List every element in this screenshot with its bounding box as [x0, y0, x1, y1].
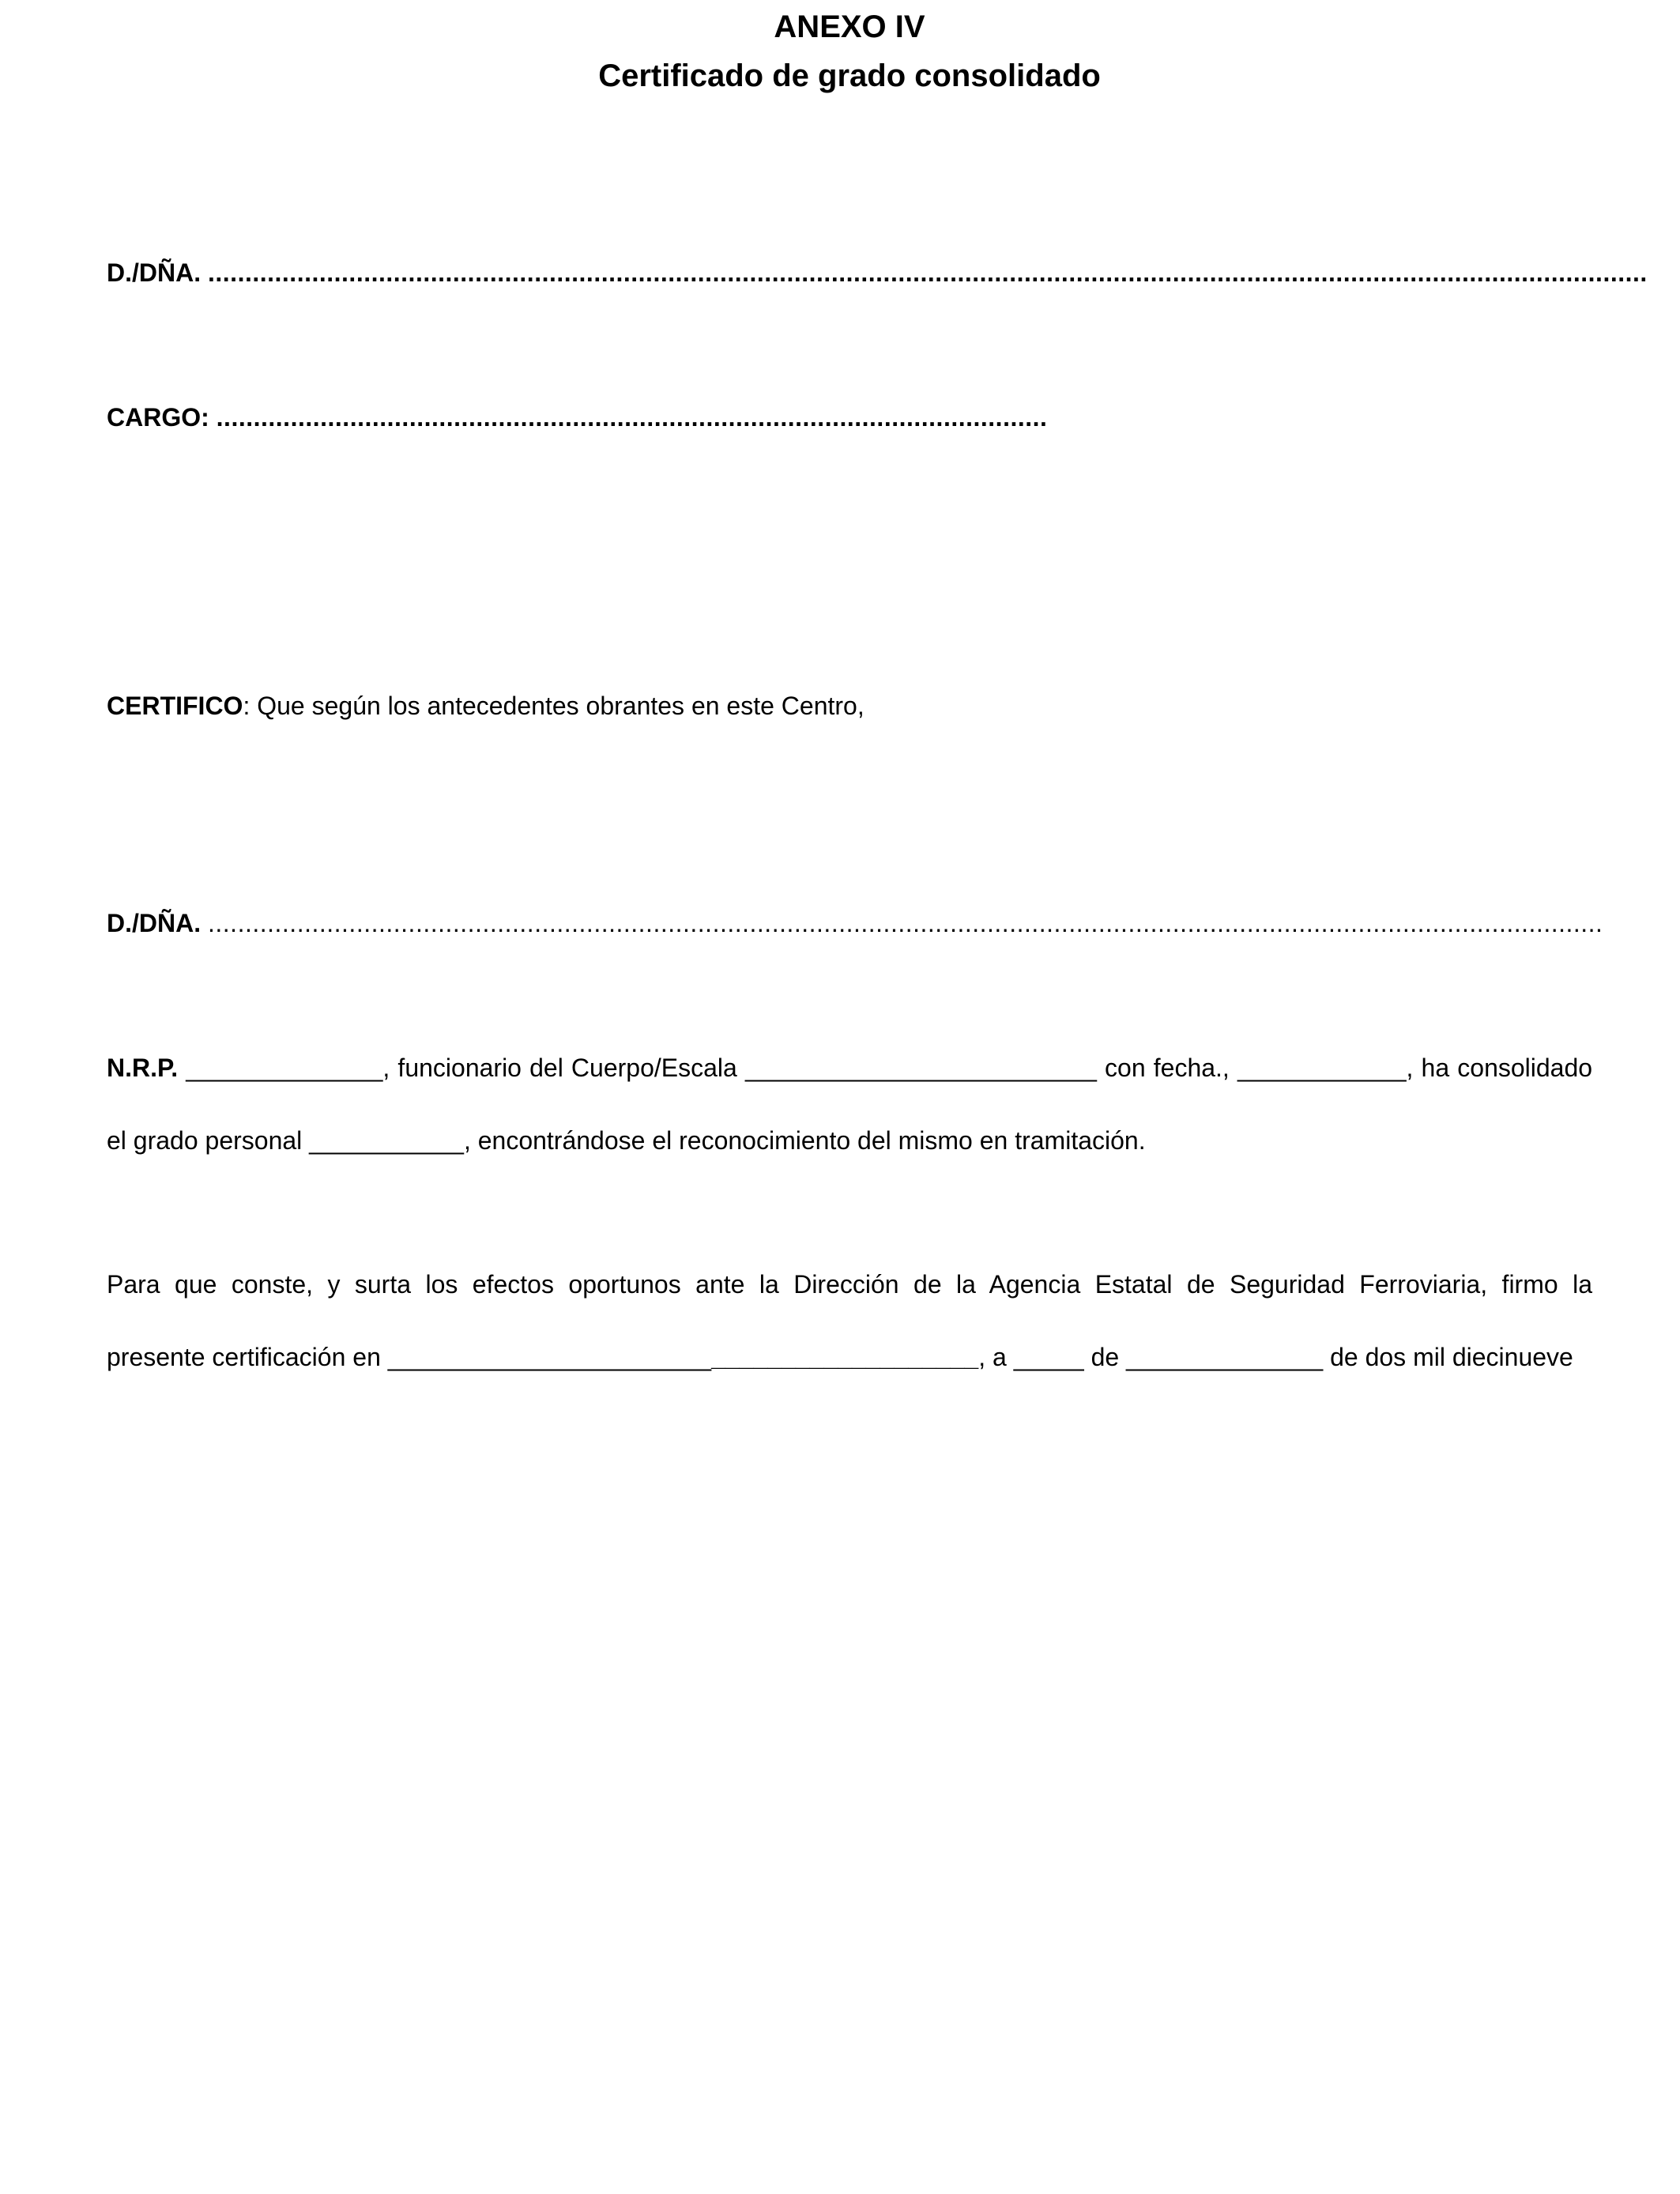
certifico-label: CERTIFICO — [107, 692, 243, 720]
certifier-name-line — [107, 258, 1648, 288]
a-text: , a — [978, 1343, 1007, 1371]
certifico-text: : Que según los antecedentes obrantes en este Centro, — [243, 692, 864, 720]
nrp-blank: ______________ — [186, 1054, 383, 1082]
closing-line-1: Para que conste, y surta los efectos oportunos ante la Dirección de la Agencia Estatal de Seguridad Ferroviaria, firmo la — [107, 1270, 1592, 1299]
consolidado-text: , ha consolidado — [1406, 1054, 1593, 1082]
cuerpo-blank: _________________________ — [744, 1054, 1097, 1082]
document-title: Certificado de grado consolidado — [598, 58, 1101, 93]
certifier-position-field: ................................................................................................................ — [216, 403, 1048, 432]
closing-prefix: presente certificación en — [107, 1343, 381, 1371]
nrp-label: N.R.P. — [107, 1054, 179, 1082]
con-fecha-text: con fecha., — [1105, 1054, 1230, 1082]
year-text: de dos mil diecinueve — [1330, 1343, 1573, 1371]
funcionario-text: , funcionario del Cuerpo/Escala — [382, 1054, 737, 1082]
certifier-name-field: .................................................................................................................................................................................................. — [208, 258, 1648, 287]
tramitacion-text: , encontrándose el reconocimiento del mismo en tramitación. — [463, 1126, 1146, 1155]
annex-number: ANEXO IV — [774, 9, 925, 44]
subject-name-label: D./DÑA. — [107, 909, 202, 937]
place-blank-bold: ___________________ — [711, 1343, 979, 1371]
month-blank: ______________ — [1126, 1343, 1324, 1371]
certifico-line — [107, 692, 864, 721]
grado-blank: ___________ — [309, 1126, 464, 1155]
certifier-name-label: D./DÑA. — [107, 258, 202, 287]
day-blank: _____ — [1013, 1343, 1084, 1371]
certifier-position-label: CARGO: — [107, 403, 209, 432]
subject-name-field: ............................................................................................................................................................................................ — [208, 909, 1603, 937]
subject-name-line — [107, 909, 1603, 938]
nrp-line — [107, 1054, 1592, 1083]
grado-text: el grado personal — [107, 1126, 303, 1155]
closing-line-2 — [107, 1343, 1573, 1372]
certifier-position-line — [107, 403, 1047, 432]
de-text: de — [1090, 1343, 1120, 1371]
date-blank: ____________ — [1237, 1054, 1407, 1082]
grado-line — [107, 1126, 1146, 1155]
place-blank: _______________________ — [387, 1343, 712, 1371]
